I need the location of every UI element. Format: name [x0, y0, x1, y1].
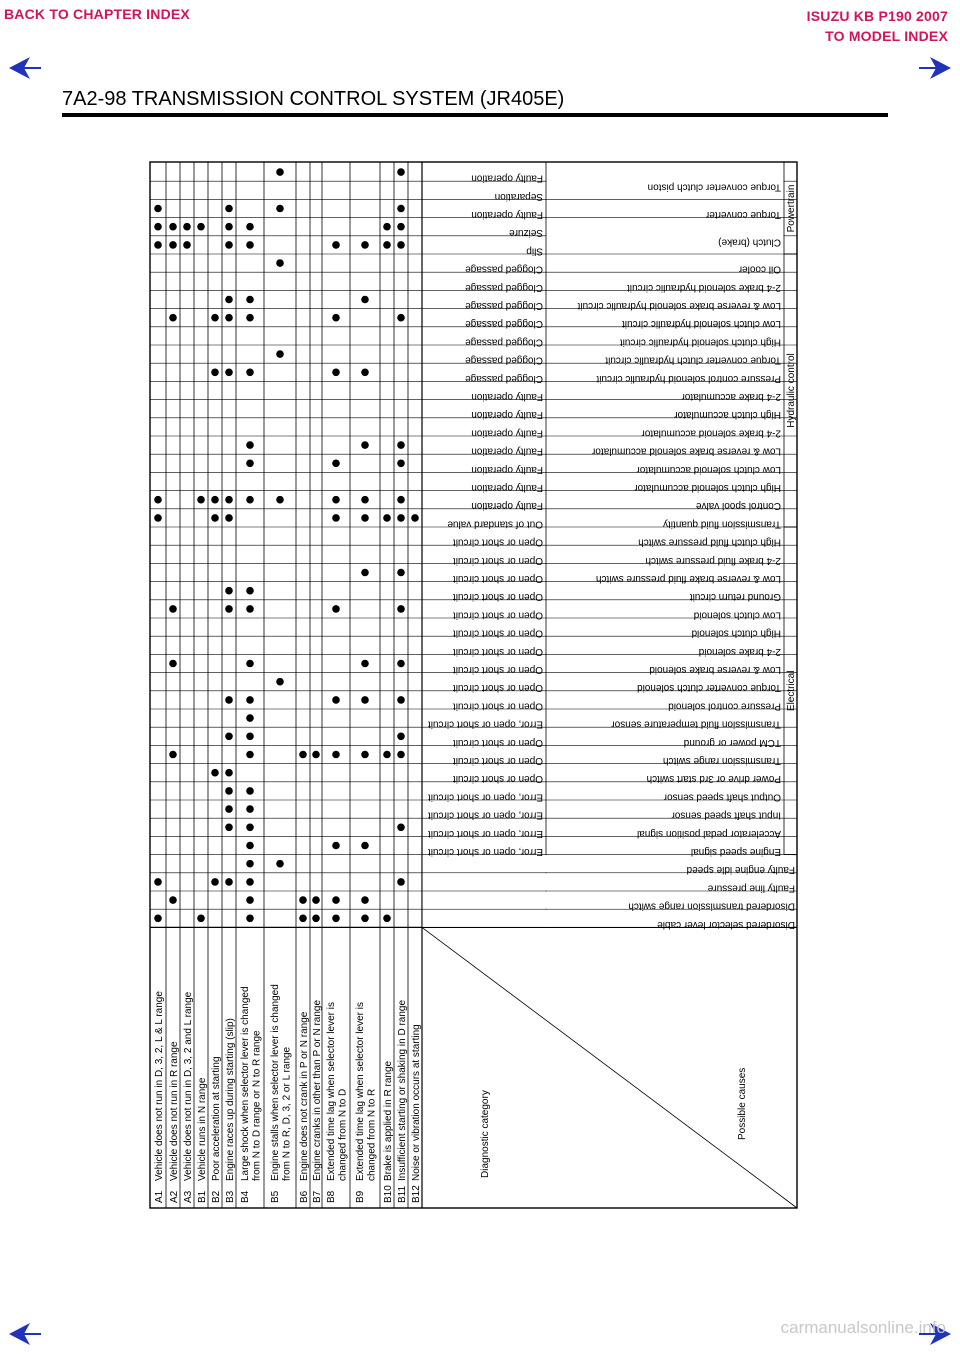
cause-item-label: High clutch solenoid [691, 627, 781, 639]
marker-dot [246, 296, 254, 304]
marker-dot [225, 696, 233, 704]
cause-mode-label: Clogged passage [465, 281, 543, 293]
cause-mode-label: Faulty operation [471, 463, 543, 475]
marker-dot [211, 769, 219, 777]
marker-dot [154, 205, 162, 213]
marker-dot [154, 915, 162, 923]
cause-mode-label: Faulty operation [471, 500, 543, 512]
marker-dot [225, 805, 233, 813]
marker-dot [332, 514, 340, 522]
marker-dot [225, 769, 233, 777]
marker-dot [225, 241, 233, 249]
marker-dot [246, 241, 254, 249]
marker-dot [246, 751, 254, 759]
cause-item-label: Low & reverse brake solenoid [649, 664, 781, 675]
marker-dot [383, 751, 391, 759]
category-code: A2 [168, 1190, 180, 1203]
marker-dot [361, 369, 369, 377]
marker-dot [225, 587, 233, 595]
cause-mode-label: Faulty operation [471, 445, 543, 457]
marker-dot [246, 896, 254, 904]
cause-item-label: 2-4 brake solenoid accumulator [641, 427, 781, 439]
cause-item-label: 2-4 brake fluid pressure switch [645, 554, 781, 566]
marker-dot [397, 441, 405, 449]
marker-dot [246, 696, 254, 704]
cause-item-label: Output shaft speed sensor [663, 791, 781, 803]
cause-item-label: Transmission fluid temperature sensor [611, 718, 781, 730]
cause-mode-label: Slip [526, 245, 543, 257]
cause-item-label: Low clutch solenoid [693, 609, 781, 621]
marker-dot [397, 878, 405, 886]
marker-dot [276, 205, 284, 213]
cause-item-label: Accelerator pedal position signal [637, 827, 781, 839]
marker-dot [332, 605, 340, 613]
category-code: B2 [210, 1190, 222, 1203]
marker-dot [225, 733, 233, 741]
cause-mode-label: Error, open or short circuit [427, 827, 543, 839]
marker-dot [169, 751, 177, 759]
marker-dot [383, 241, 391, 249]
cause-item-label: Torque converter [705, 209, 781, 220]
marker-dot [312, 896, 320, 904]
merge-mask [547, 235, 784, 237]
cause-item-label: 2-4 brake accumulator [681, 391, 781, 402]
marker-dot [225, 496, 233, 504]
marker-dot [211, 314, 219, 322]
cause-mode-label: Open or short circuit [452, 700, 543, 712]
marker-dot [211, 496, 219, 504]
cause-item-label: Faulty engine idle speed [686, 864, 795, 876]
marker-dot [276, 168, 284, 176]
category-description: changed from N to D [337, 1088, 349, 1181]
marker-dot [299, 896, 307, 904]
cause-mode-label: Faulty operation [471, 427, 543, 439]
marker-dot [397, 496, 405, 504]
marker-dot [332, 842, 340, 850]
marker-dot [312, 915, 320, 923]
category-description: Engine stalls when selector lever is changed [270, 984, 282, 1181]
marker-dot [154, 223, 162, 231]
marker-dot [246, 733, 254, 741]
category-code: B4 [240, 1190, 252, 1203]
marker-dot [361, 660, 369, 668]
category-description: Insufficient starting or shaking in D range [396, 999, 408, 1181]
cause-item-label: Input shaft speed sensor [671, 809, 781, 821]
cause-mode-label: Open or short circuit [452, 682, 543, 694]
marker-dot [397, 241, 405, 249]
cause-mode-label: Error, open or short circuit [427, 846, 543, 857]
marker-dot [332, 751, 340, 759]
marker-dot [361, 496, 369, 504]
cause-mode-label: Clogged passage [465, 300, 543, 311]
marker-dot [225, 205, 233, 213]
marker-dot [246, 441, 254, 449]
group-label-1: Powertrain [786, 184, 797, 233]
category-description: Poor acceleration at starting [210, 1056, 222, 1181]
marker-dot [197, 496, 205, 504]
marker-dot [397, 514, 405, 522]
marker-dot [361, 896, 369, 904]
marker-dot [361, 751, 369, 759]
cause-item-label: Torque converter clutch solenoid [637, 682, 781, 694]
cause-mode-label: Error, open or short circuit [427, 809, 543, 821]
category-description: Vehicle does not run in R range [168, 1041, 180, 1181]
marker-dot [246, 587, 254, 595]
cause-item-label: Clutch (brake) [718, 236, 781, 248]
marker-dot [211, 878, 219, 886]
cause-mode-label: Faulty operation [471, 482, 543, 493]
marker-dot [246, 824, 254, 832]
marker-dot [397, 824, 405, 832]
category-code: B6 [298, 1190, 310, 1203]
category-code: B9 [355, 1190, 367, 1203]
cause-mode-label: Faulty operation [471, 172, 543, 184]
cause-item-label: Pressure control solenoid [668, 700, 781, 712]
marker-dot [246, 660, 254, 668]
category-description: Noise or vibration occurs at starting [410, 1024, 422, 1181]
cause-mode-label: Clogged passage [465, 336, 543, 348]
group-label-3: Electrical [786, 670, 797, 712]
cause-item-label: High clutch fluid pressure switch [638, 536, 781, 548]
cause-item-label: Power drive or 3rd start switch [646, 773, 781, 785]
marker-dot [361, 241, 369, 249]
page-title: 7A2-98 TRANSMISSION CONTROL SYSTEM (JR405E) [62, 88, 565, 110]
diagnostic-category-label: Diagnostic category [480, 1090, 491, 1178]
cause-mode-label: Faulty operation [471, 391, 543, 402]
cause-item-label: Torque converter clutch hydraulic circuit [605, 354, 781, 366]
marker-dot [225, 824, 233, 832]
cause-item-label: 2-4 brake solenoid hydraulic circuit [627, 281, 781, 293]
category-code: B3 [224, 1190, 236, 1203]
marker-dot [383, 223, 391, 231]
category-description: Engine does not crank in P or N range [298, 1011, 310, 1181]
marker-dot [246, 223, 254, 231]
marker-dot [397, 605, 405, 613]
marker-dot [332, 241, 340, 249]
category-description: Large shock when selector lever is changed [240, 986, 252, 1181]
cause-item-label: Transmission range switch [662, 755, 781, 766]
cause-mode-label: Open or short circuit [452, 773, 543, 785]
cause-mode-label: Open or short circuit [452, 573, 543, 584]
marker-dot [312, 751, 320, 759]
marker-dot [169, 896, 177, 904]
cause-mode-label: Open or short circuit [452, 664, 543, 675]
marker-dot [383, 514, 391, 522]
marker-dot [225, 369, 233, 377]
marker-dot [276, 496, 284, 504]
category-description: Extended time lag when selector lever is [326, 1002, 338, 1181]
category-description: from N to D range or N to R range [251, 1030, 263, 1181]
marker-dot [169, 241, 177, 249]
marker-dot [299, 915, 307, 923]
corner-diagonal [422, 927, 797, 1208]
marker-dot [332, 896, 340, 904]
marker-dot [154, 514, 162, 522]
cause-mode-label: Clogged passage [465, 372, 543, 384]
marker-dot [361, 569, 369, 577]
cause-item-label: Disordered selector lever cable [657, 918, 795, 930]
cause-mode-label: Clogged passage [465, 354, 543, 366]
category-code: B5 [270, 1190, 282, 1203]
cause-item-label: Control spool valve [695, 500, 781, 512]
marker-dot [225, 223, 233, 231]
cause-item-label: High clutch solenoid hydraulic circuit [619, 336, 781, 348]
marker-dot [169, 223, 177, 231]
marker-dot [276, 678, 284, 686]
cause-mode-label: Error, open or short circuit [427, 791, 543, 803]
marker-dot [397, 460, 405, 468]
marker-dot [246, 460, 254, 468]
cause-item-label: 2-4 brake solenoid [698, 645, 781, 657]
marker-dot [361, 915, 369, 923]
marker-dot [154, 241, 162, 249]
category-description: changed from N to R [366, 1088, 378, 1181]
category-description: Vehicle does not run in D, 3, 2 and L range [182, 991, 194, 1181]
cause-mode-label: Faulty operation [471, 209, 543, 220]
marker-dot [246, 369, 254, 377]
marker-dot [361, 514, 369, 522]
cause-item-label: TCM power or ground [683, 736, 781, 748]
back-to-chapter-index-link[interactable]: BACK TO CHAPTER INDEX [4, 6, 190, 22]
marker-dot [225, 514, 233, 522]
cause-item-label: Torque converter clutch piston [647, 181, 781, 193]
cause-mode-label: Open or short circuit [452, 554, 543, 566]
marker-dot [183, 241, 191, 249]
marker-dot [183, 223, 191, 231]
marker-dot [397, 205, 405, 213]
marker-dot [225, 787, 233, 795]
marker-dot [246, 860, 254, 868]
marker-dot [246, 714, 254, 722]
marker-dot [332, 314, 340, 322]
marker-dot [169, 605, 177, 613]
marker-dot [246, 314, 254, 322]
marker-dot [397, 660, 405, 668]
cause-mode-label: Open or short circuit [452, 536, 543, 548]
merge-mask [547, 180, 784, 182]
marker-dot [246, 787, 254, 795]
marker-dot [361, 842, 369, 850]
marker-dot [383, 915, 391, 923]
cause-mode-label: Clogged passage [465, 263, 543, 275]
to-model-index-link[interactable]: TO MODEL INDEX [825, 28, 948, 44]
marker-dot [197, 915, 205, 923]
cause-mode-label: Open or short circuit [452, 736, 543, 748]
marker-dot [397, 751, 405, 759]
marker-dot [246, 915, 254, 923]
category-code: B11 [396, 1185, 408, 1203]
marker-dot [332, 696, 340, 704]
cause-mode-label: Open or short circuit [452, 627, 543, 639]
marker-dot [211, 369, 219, 377]
marker-dot [276, 860, 284, 868]
category-description: from N to R, D, 3, 2 or L range [281, 1046, 293, 1181]
cause-item-label: Low clutch solenoid accumulator [636, 463, 781, 475]
marker-dot [397, 168, 405, 176]
marker-dot [246, 496, 254, 504]
category-code: B8 [326, 1190, 338, 1203]
marker-dot [332, 460, 340, 468]
group-label-2: Hydraulic control [786, 353, 797, 428]
marker-dot [225, 878, 233, 886]
cause-item-label: Low & reverse brake solenoid hydraulic circuit [577, 300, 781, 311]
marker-dot [197, 223, 205, 231]
marker-dot [361, 696, 369, 704]
marker-dot [154, 878, 162, 886]
category-description: Engine races up during starting (slip) [224, 1018, 236, 1181]
marker-dot [397, 314, 405, 322]
cause-mode-label: Open or short circuit [452, 591, 543, 603]
category-code: B12 [410, 1185, 422, 1203]
category-description: Engine cranks in other than P or N range [311, 999, 323, 1181]
cause-mode-label: Out of standard value [447, 518, 543, 530]
cause-item-label: High clutch accumulator [674, 409, 781, 421]
cause-item-label: Pressure control solenoid hydraulic circuit [596, 372, 781, 384]
marker-dot [361, 441, 369, 449]
watermark: carmanualsonline.info [780, 1318, 946, 1337]
marker-dot [225, 296, 233, 304]
marker-dot [246, 842, 254, 850]
cause-item-label: Low clutch solenoid hydraulic circuit [622, 318, 781, 330]
cause-item-label: Faulty line pressure [707, 882, 795, 894]
category-code: A1 [153, 1190, 165, 1203]
marker-dot [169, 660, 177, 668]
cause-mode-label: Open or short circuit [452, 755, 543, 766]
cause-item-label: Ground return circuit [689, 591, 781, 603]
category-description: Extended time lag when selector lever is [355, 1002, 367, 1181]
model-title-link[interactable]: ISUZU KB P190 2007 [806, 8, 948, 24]
cause-item-label: High clutch solenoid accumulator [634, 482, 781, 493]
marker-dot [246, 805, 254, 813]
marker-dot [276, 259, 284, 267]
marker-dot [332, 915, 340, 923]
cause-item-label: Low & reverse brake fluid pressure switch [595, 573, 781, 584]
marker-dot [332, 369, 340, 377]
cause-mode-label: Error, open or short circuit [427, 718, 543, 730]
marker-dot [246, 605, 254, 613]
category-code: A3 [182, 1190, 194, 1203]
marker-dot [397, 733, 405, 741]
cause-mode-label: Separation [494, 190, 543, 202]
cause-mode-label: Faulty operation [471, 409, 543, 421]
cause-item-label: Low & reverse brake solenoid accumulator [592, 445, 781, 457]
possible-causes-label: Possible causes [737, 1067, 748, 1140]
marker-dot [397, 569, 405, 577]
marker-dot [169, 314, 177, 322]
cause-mode-label: Seizure [509, 227, 543, 239]
marker-dot [225, 605, 233, 613]
cause-mode-label: Open or short circuit [452, 609, 543, 621]
marker-dot [332, 496, 340, 504]
category-description: Brake is applied in R range [382, 1060, 394, 1181]
category-description: Vehicle runs in N range [196, 1077, 208, 1181]
cause-mode-label: Open or short circuit [452, 645, 543, 657]
cause-item-label: Engine speed signal [690, 846, 781, 857]
cause-item-label: Disordered transmission range switch [628, 900, 795, 912]
category-code: B7 [311, 1190, 323, 1203]
marker-dot [211, 514, 219, 522]
marker-dot [154, 496, 162, 504]
cause-item-label: Oil cooler [738, 263, 781, 275]
category-code: B1 [196, 1190, 208, 1203]
category-description: Vehicle does not run in D, 3, 2, L & L range [153, 991, 165, 1181]
marker-dot [361, 296, 369, 304]
marker-dot [246, 878, 254, 886]
marker-dot [299, 751, 307, 759]
marker-dot [225, 314, 233, 322]
marker-dot [276, 350, 284, 358]
cause-item-label: Transmission fluid quantity [662, 518, 781, 530]
marker-dot [397, 696, 405, 704]
marker-dot [411, 514, 419, 522]
category-code: B10 [382, 1185, 394, 1203]
cause-mode-label: Clogged passage [465, 318, 543, 330]
marker-dot [397, 223, 405, 231]
